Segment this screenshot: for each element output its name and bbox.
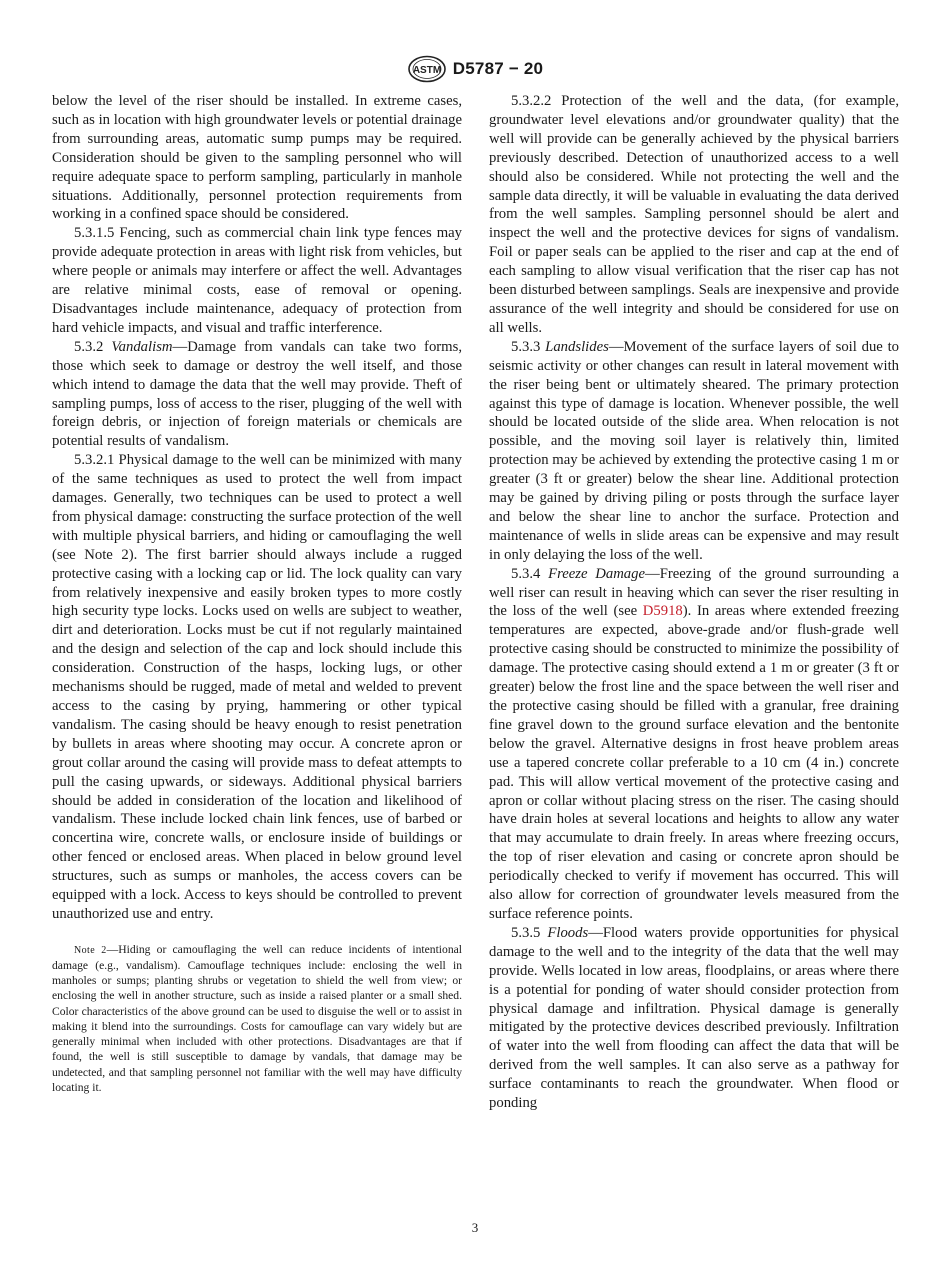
section-title-landslides: Landslides — [545, 338, 609, 355]
section-number: 5.3.2 — [74, 338, 112, 355]
note-label: Note 2 — [74, 944, 107, 956]
page-number: 3 — [471, 1220, 479, 1235]
right-column — [489, 92, 899, 1113]
page-header — [0, 54, 950, 84]
paragraph-5-3-2 — [52, 338, 462, 451]
left-column — [52, 92, 462, 1095]
paragraph-5-3-3 — [489, 338, 899, 565]
section-text: —Flood waters provide opportunities for physical damage to the well and to the integrity of the data that the well may provide. Wells located in low areas, floodplains, or areas where there is a potential for ponding of water should consider protection from physical damage and infiltration. Physical damage is generally mitigated by the protective devices described previously. Infiltration of water into the well from flooding can affect the data that will be derived from the well samples. It can also serve as a pathway for surface contaminants to reach the groundwater. When flood or ponding — [489, 924, 900, 1112]
note-text: —Hiding or camouflaging the well can reduce incidents of intentional damage (e.g., vandalism). Camouflage techniques include: enclosing the well in manholes or sumps; planting shrubs or vegetation to shield the well from view; or enclosing the well in another structure, such as inside a raised planter or a small shed. Color characteristics of the above ground can be used to disguise the well or to assist in making it blend into the surroundings. Costs for camouflage can vary widely but are generally minimal when included with other protections. Disadvantages are that if found, the well is still susceptible to damage by vandals, that damage may be undetected, and that sampling personnel not familiar with the well may have difficulty locating it. — [52, 942, 462, 1094]
note-2 — [52, 942, 462, 1095]
svg-text:ASTM: ASTM — [412, 65, 441, 76]
paragraph-5-3-1-5: 5.3.1.5 Fencing, such as commercial chain link type fences may provide adequate protection in areas with light risk from vehicles, but where people or animals may interfere or affect the well. Advantages are relative minimal costs, ease of removal or opening. Disadvantages include maintenance, adequacy of protection from hard vehicle impacts, and visual and traffic interference. — [52, 225, 462, 336]
section-title-floods: Floods — [547, 924, 589, 941]
paragraph-5-3-2-1: 5.3.2.1 Physical damage to the well can be minimized with many of the same techniques as used to protect the well from impact damages. Generally, two techniques can be used to protect a well from physical damage: constructing the surface protection of the well with multiple physical barriers, and hiding or camouflaging the well (see Note 2). The first barrier should always include a rugged protective casing with a locking cap or lid. The lock quality can vary from relatively inexpensive and easily broken types to more costly high security type locks. Locks used on wells are subject to weather, dirt and deterioration. Locks must be cut if not regularly maintained and the design and selection of the cap and lock should include this consideration. Construction of the hasps, locking lugs, or other mechanisms should be rugged, made of metal and welded to prevent access to the casing by prying, hammering or other typical vandalism. The casing should be heavy enough to resist penetration by bullets in areas where shooting may occur. A concrete apron or grout collar around the casing will provide mass to defeat attempts to pull the casing upwards, or sideways. Additional physical barriers should be added in consideration of the location and likelihood of vandalism. These include locked chain link fences, use of barbed or concertina wire, concrete walls, or enclosure inside of buildings or other fenced or enclosed areas. When placed in below ground level structures, such as sumps or manholes, the access covers can be equipped with a lock. Access to keys should be controlled to prevent unauthorized use and entry. — [52, 452, 462, 922]
section-number: 5.3.5 — [511, 924, 548, 941]
section-number: 5.3.3 — [511, 338, 546, 355]
section-text: —Movement of the surface layers of soil due to seismic activity or other changes can result in lateral movement with the riser being bent or ultimately sheared. The primary protection against this type of damage is location. Whenever possible, the well should be located outside of the slide area. When relocation is not possible, and the moving soil layer is relatively thin, limited protection may be achieved by extending the protective casing 1 m or greater (3 ft or greater) below the shear line. Additional protection may be gained by driving piling or posts through the surface layer and below the shear line to anchor the surface. Protection and maintenance of wells in slide areas can be expensive and may result in only delaying the loss of the well. — [489, 338, 900, 563]
paragraph-5-3-4 — [489, 565, 899, 924]
reference-link-d5918[interactable]: D5918 — [642, 603, 683, 620]
paragraph-continuation: below the level of the riser should be installed. In extreme cases, such as in location with high groundwater levels or potential drainage from surrounding areas, automatic sump pumps may be required. Consideration should be given to the sampling personnel who will require adequate space to perform sampling, particularly in manhole situations. Additionally, personnel protection requirements from working in a confined space should be considered. — [52, 93, 462, 223]
section-number: 5.3.4 — [511, 565, 549, 582]
paragraph-5-3-2-2: 5.3.2.2 Protection of the well and the data, (for example, groundwater level elevations and/or groundwater quality) that the well will provide can be generally achieved by the physical barriers previously described. Detection of unauthorized access to a well should also be considered. While not protecting the well and the sample data directly, it will be valuable in evaluating the data derived from the well samples. Sampling personnel should be alert and inspect the well and the protective devices for signs of vandalism. Foil or paper seals can be applied to the riser and cap at the end of each sampling to allow visual verification that the riser cap has not been disturbed between samplings. Seals are inexpensive and provide assurance of the well integrity and should be considered for use on all wells. — [489, 93, 899, 336]
astm-logo-icon — [407, 55, 447, 83]
section-text: ). In areas where extended freezing temperatures are expected, above-grade and/or flush-grade well protective casing should be constructed to minimize the possibility of damage. The protective casing should extend a 1 m or greater (3 ft or greater) below the frost line and the space between the well riser and the protective casing should be filled with a granular, free draining fine gravel down to the ground surface elevation and the bentonite below the gravel. Alternative designs in frost heave problem areas use a tapered concrete collar preferable to a 10 cm (4 in.) concrete pad. This will allow vertical movement of the protective casing and apron or collar without placing stress on the riser. The casing should have drain holes at several locations and heights to allow any water that may accumulate to drain freely. In areas where freezing occurs, the top of riser elevation and casing or concrete apron should be periodically checked to verify if movement has occurred. This will also allow for correction of groundwater levels measured from the surface reference points. — [489, 603, 899, 922]
document-id: D5787 − 20 — [452, 59, 544, 78]
section-title-freeze-damage: Freeze Damage — [548, 565, 646, 582]
section-text: —Freezing of the ground surrounding a well riser can result in heaving which can sever the riser resulting in the loss of the well (see — [489, 565, 899, 620]
section-title-vandalism: Vandalism — [111, 338, 173, 355]
section-text: —Damage from vandals can take two forms, those which seek to damage or destroy the well itself, and those which intend to damage the data that the well may provide. Theft of sampling pumps, loss of access to the riser, plugging of the well with foreign debris, or injection of foreign materials or chemicals are potential results of vandalism. — [52, 338, 462, 450]
paragraph-5-3-5 — [489, 924, 899, 1113]
